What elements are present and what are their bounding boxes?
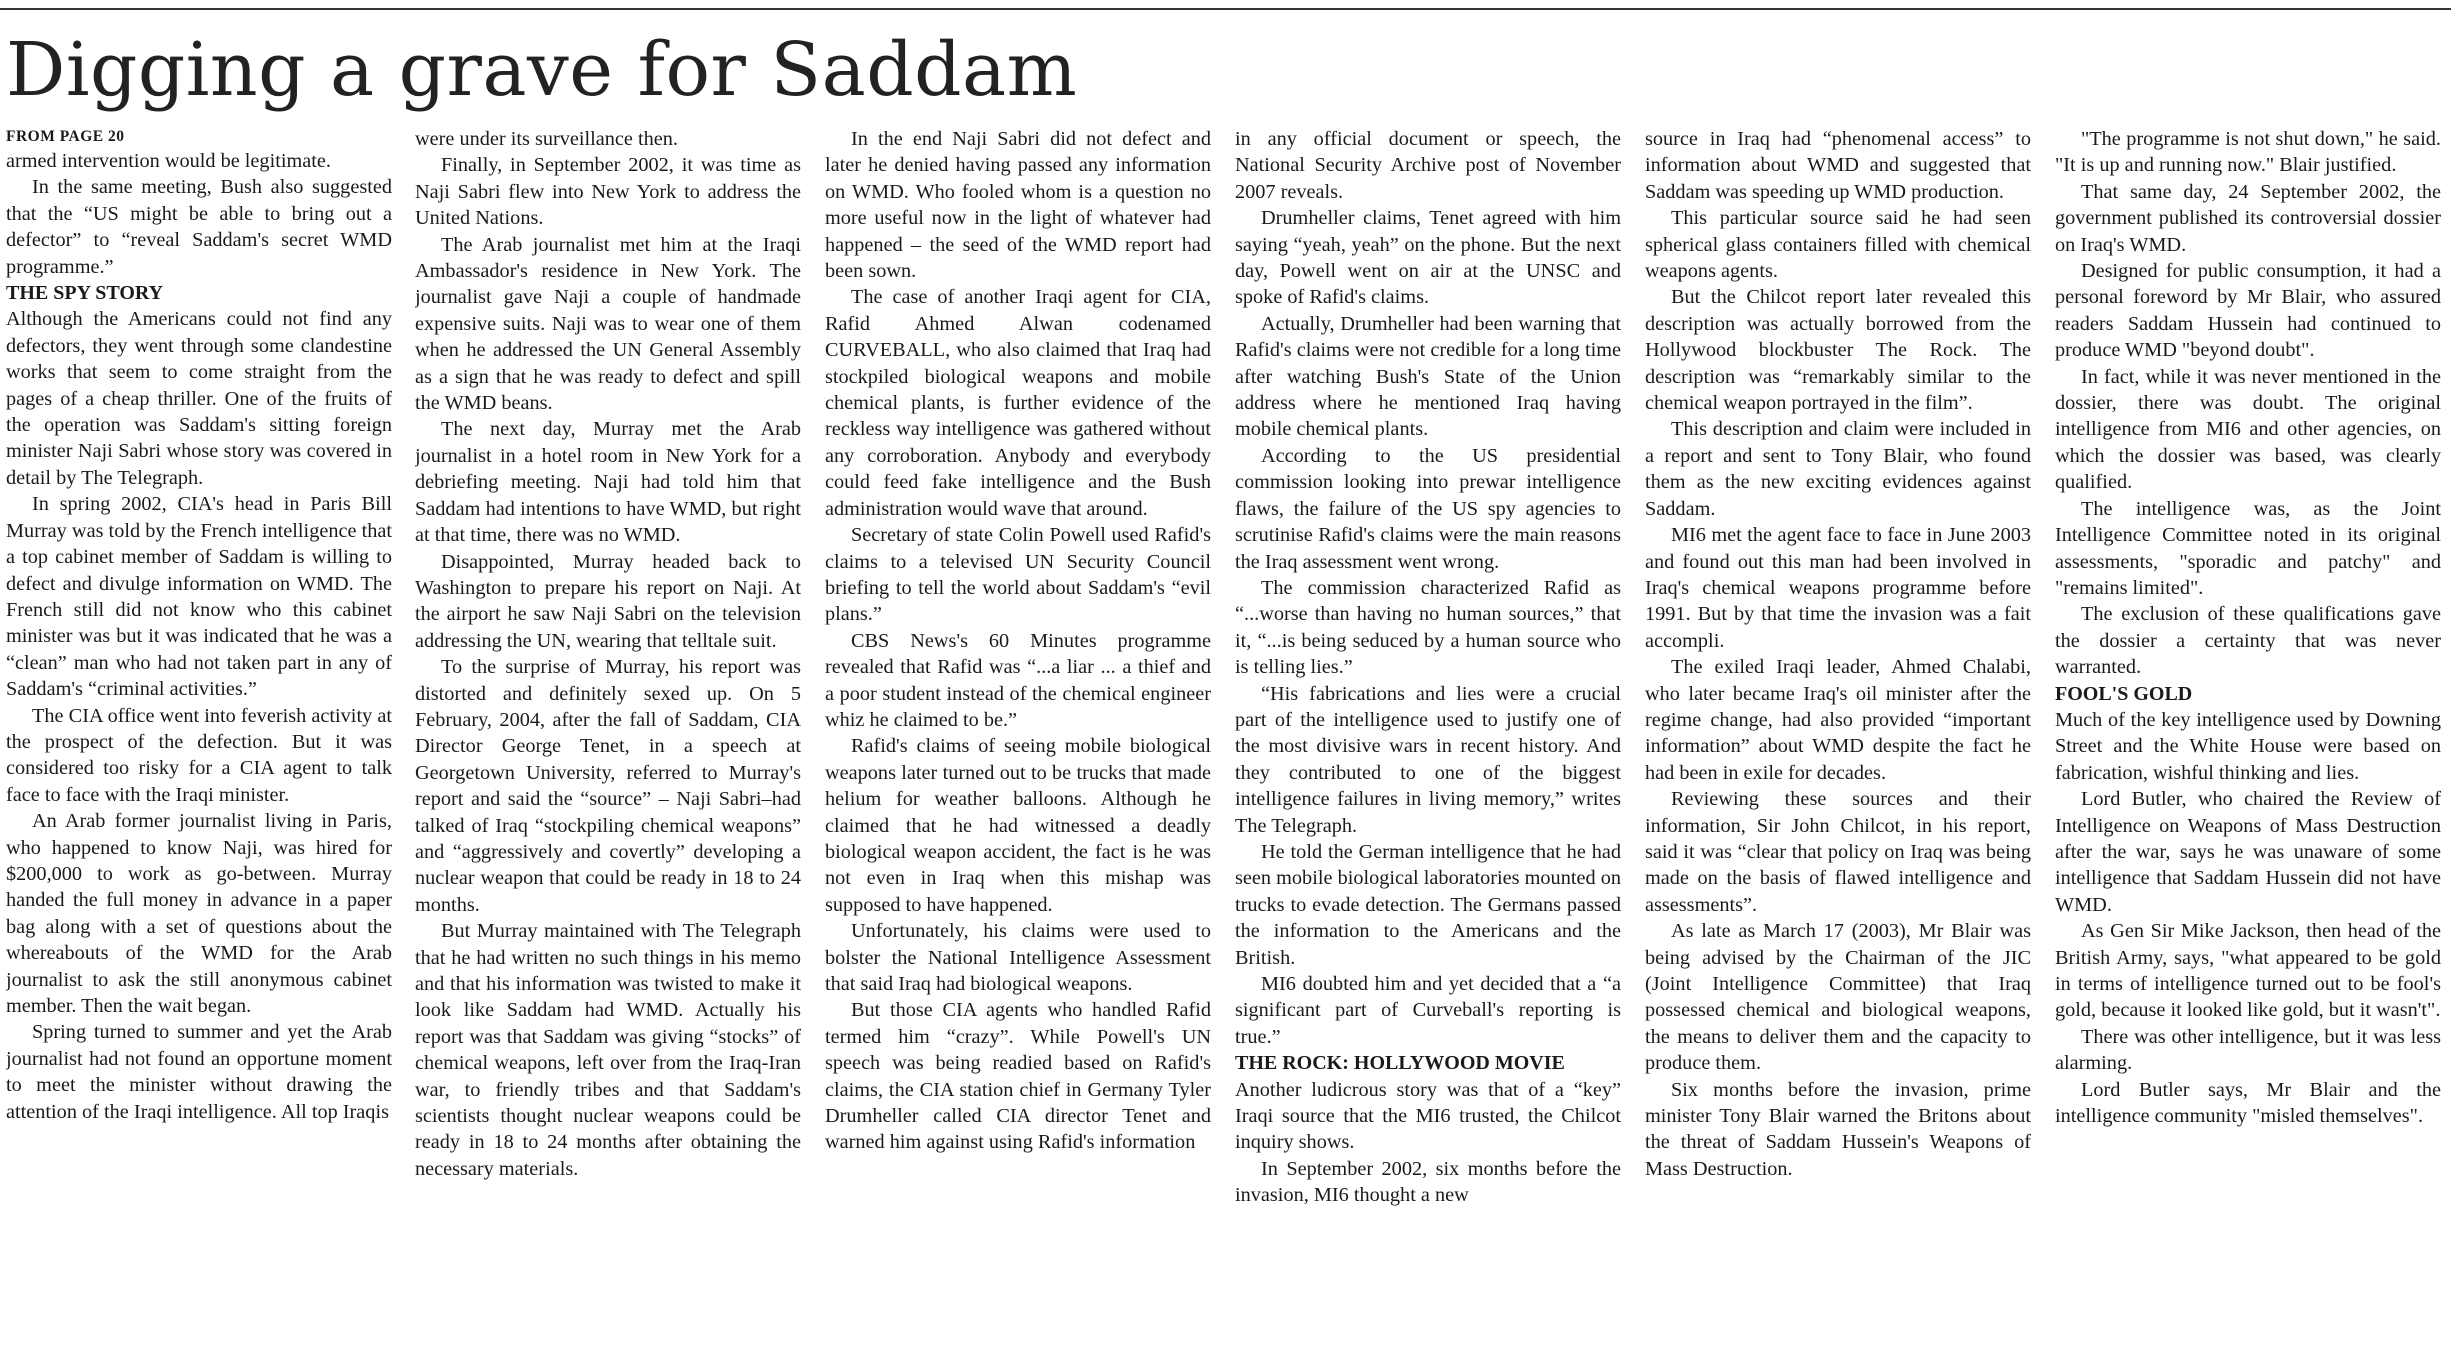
top-rule: [0, 8, 2451, 10]
article-column-6: [2055, 126, 2441, 1361]
paragraph: "The programme is not shut down," he said. "It is up and running now." Blair justified.: [2055, 128, 2441, 177]
paragraph: To the surprise of Murray, his report was distorted and definitely sexed up. On 5 February, 2004, after the fall of Saddam, CIA Director George Tenet, in a speech at Georgetown University, referred to Murray's report and said the “source” – Naji Sabri–had talked of Iraq “stockpiling chemical weapons” and “aggressively and covertly” developing a nuclear weapon that could be ready in 18 to 24 months.: [415, 656, 801, 916]
paragraph: The exiled Iraqi leader, Ahmed Chalabi, who later became Iraq's oil minister after the regime change, had also provided “important information” about WMD despite the fact he had been in exile for decades.: [1645, 656, 2031, 784]
paragraph: That same day, 24 September 2002, the government published its controversial dossier on Iraq's WMD.: [2055, 180, 2441, 256]
paragraph: MI6 doubted him and yet decided that a “a significant part of Curveball's reporting is true.”: [1235, 973, 1621, 1048]
paragraph: were under its surveillance then.: [415, 128, 678, 150]
paragraph: In fact, while it was never mentioned in the dossier, there was doubt. The original intelligence from MI6 and other agencies, on which the dossier was based, was clearly qualified.: [2055, 365, 2441, 494]
paragraph: In September 2002, six months before the invasion, MI6 thought a new: [1235, 1157, 1621, 1207]
paragraph: “His fabrications and lies were a crucial part of the intelligence used to justify one of the most divisive wars in recent history. And they contributed to one of the biggest intelligence failures in living memory,” writes The Telegraph.: [1235, 682, 1621, 837]
paragraph: The Arab journalist met him at the Iraqi Ambassador's residence in New York. The journalist gave Naji a couple of handmade expensive suits. Naji was to wear one of them when he addressed the UN General Assembly as a sign that he was ready to defect and spill the WMD beans.: [415, 233, 801, 415]
section-subhead: THE ROCK: HOLLYWOOD MOVIE: [1235, 1052, 1565, 1075]
paragraph: Rafid's claims of seeing mobile biological weapons later turned out to be trucks that made helium for weather balloons. Although he claimed that he had witnessed a deadly biological weapon accident, the fact is he was not even in Iraq when this mishap was supposed to have happened.: [825, 735, 1211, 916]
section-subhead: FOOL'S GOLD: [2055, 682, 2193, 705]
paragraph: armed intervention would be legitimate.: [6, 150, 331, 172]
paragraph: But Murray maintained with The Telegraph that he had written no such things in his memo and that his information was twisted to make it look like Saddam had WMD. Actually his report was that Saddam was giving “stocks” of chemical weapons, left over from the Iraq-Iran war, to friendly tribes and that Saddam's scientists thought nuclear weapons could be ready in 18 to 24 months after obtaining the necessary materials.: [415, 920, 801, 1180]
paragraph: The commission characterized Rafid as “...worse than having no human sources,” that it, “...is being seduced by a human source who is telling lies.”: [1235, 576, 1621, 679]
paragraph: Spring turned to summer and yet the Arab journalist had not found an opportune moment to meet the minister without drawing the attention of the Iraqi intelligence. All top Iraqis: [6, 1021, 392, 1123]
paragraph: An Arab former journalist living in Paris, who happened to know Naji, was hired for $200,000 to work as go-between. Murray handed the full money in advance in a paper bag along with a set of questions about the whereabouts of the WMD for the Arab journalist to ask the still anonymous cabinet member. Then the wait began.: [6, 810, 392, 1017]
paragraph: source in Iraq had “phenomenal access” to information about WMD and suggested that Saddam was speeding up WMD production.: [1645, 128, 2031, 203]
paragraph: CBS News's 60 Minutes programme revealed that Rafid was “...a liar ... a thief and a poor student instead of the chemical engineer whiz he claimed to be.”: [825, 629, 1211, 731]
paragraph: But the Chilcot report later revealed this description was actually borrowed from the Hollywood blockbuster The Rock. The description was “remarkably similar to the chemical weapon portrayed in the film”.: [1645, 286, 2031, 415]
paragraph: He told the German intelligence that he had seen mobile biological laboratories mounted on trucks to evade detection. The Germans passed the information to the Americans and the British.: [1235, 840, 1621, 969]
paragraph: Disappointed, Murray headed back to Washington to prepare his report on Naji. At the airport he saw Naji Sabri on the television addressing the UN, wearing that telltale suit.: [415, 550, 801, 652]
paragraph: Much of the key intelligence used by Downing Street and the White House were based on fabrication, wishful thinking and lies.: [2055, 708, 2441, 784]
article-body: [0, 126, 2451, 1361]
paragraph: Another ludicrous story was that of a “key” Iraqi source that the MI6 trusted, the Chilcot inquiry shows.: [1235, 1078, 1621, 1154]
article-column-1: [6, 126, 392, 1361]
paragraph: Lord Butler says, Mr Blair and the intelligence community "misled themselves".: [2055, 1078, 2441, 1128]
paragraph: In spring 2002, CIA's head in Paris Bill Murray was told by the French intelligence that a top cabinet member of Saddam is willing to defect and divulge information on WMD. The French still did not know who this cabinet minister was but it was indicated that he was a “clean” man who had not taken part in any of Saddam's “criminal activities.”: [6, 493, 392, 701]
paragraph: MI6 met the agent face to face in June 2003 and found out this man had been involved in Iraq's chemical weapons programme before 1991. But by that time the invasion was a fait accompli.: [1645, 524, 2031, 652]
paragraph: But those CIA agents who handled Rafid termed him “crazy”. While Powell's UN speech was being readied based on Rafid's claims, the CIA station chief in Germany Tyler Drumheller called CIA director Tenet and warned him against using Rafid's information: [825, 999, 1211, 1154]
paragraph: in any official document or speech, the National Security Archive post of November 2007 reveals.: [1235, 128, 1621, 203]
paragraph: Reviewing these sources and their information, Sir John Chilcot, in his report, said it was “clear that policy on Iraq was being made on the basis of flawed intelligence and assessments”.: [1645, 788, 2031, 916]
paragraph: The case of another Iraqi agent for CIA, Rafid Ahmed Alwan codenamed CURVEBALL, who also claimed that Iraq had stockpiled biological weapons and mobile chemical plants, is further evidence of the reckless way intelligence was gathered without any corroboration. Anybody and everybody could feed fake intelligence and the Bush administration would wave that around.: [825, 286, 1211, 520]
article-column-5: [1645, 126, 2031, 1361]
paragraph: This description and claim were included in a report and sent to Tony Blair, who found them as the new exciting evidences against Saddam.: [1645, 418, 2031, 520]
paragraph: Unfortunately, his claims were used to bolster the National Intelligence Assessment that said Iraq had biological weapons.: [825, 920, 1211, 995]
paragraph: Finally, in September 2002, it was time as Naji Sabri flew into New York to address the United Nations.: [415, 154, 801, 230]
paragraph: The next day, Murray met the Arab journalist in a hotel room in New York for a debriefing meeting. Naji had told him that Saddam had intentions to have WMD, but right at that time, there was no WMD.: [415, 418, 801, 547]
kicker: FROM PAGE 20: [6, 128, 125, 145]
paragraph: This particular source said he had seen spherical glass containers filled with chemical weapons agents.: [1645, 207, 2031, 283]
paragraph: Secretary of state Colin Powell used Rafid's claims to a televised UN Security Council briefing to tell the world about Saddam's “evil plans.”: [825, 524, 1211, 626]
paragraph: Lord Butler, who chaired the Review of Intelligence on Weapons of Mass Destruction after the war, says he was unaware of some intelligence that Saddam Hussein did not have WMD.: [2055, 788, 2441, 916]
paragraph: There was other intelligence, but it was less alarming.: [2055, 1025, 2441, 1075]
paragraph: Actually, Drumheller had been warning that Rafid's claims were not credible for a long time after watching Bush's State of the Union address where he mentioned Iraq having mobile chemical plants.: [1235, 312, 1621, 441]
section-subhead: THE SPY STORY: [6, 282, 164, 305]
paragraph: The intelligence was, as the Joint Intelligence Committee noted in its original assessments, "sporadic and patchy" and "remains limited".: [2055, 497, 2441, 599]
article-column-4: [1235, 126, 1621, 1361]
article-column-3: [825, 126, 1211, 1361]
article-column-2: [415, 126, 801, 1361]
paragraph: The CIA office went into feverish activity at the prospect of the defection. But it was considered too risky for a CIA agent to talk face to face with the Iraqi minister.: [6, 704, 392, 806]
paragraph: As Gen Sir Mike Jackson, then head of the British Army, says, "what appeared to be gold in terms of intelligence turned out to be fool's gold, because it looked like gold, but it wasn't".: [2055, 920, 2441, 1022]
paragraph: Although the Americans could not find any defectors, they went through some clandestine works that seem to come straight from the pages of a cheap thriller. One of the fruits of the operation was Saddam's sitting foreign minister Naji Sabri whose story was covered in detail by The Telegraph.: [6, 308, 392, 489]
paragraph: According to the US presidential commission looking into prewar intelligence flaws, the failure of the US spy agencies to scrutinise Rafid's claims were the main reasons the Iraq assessment went wrong.: [1235, 444, 1621, 573]
paragraph: As late as March 17 (2003), Mr Blair was being advised by the Chairman of the JIC (Joint Intelligence Committee) that Iraq possessed chemical and biological weapons, the means to deliver them and the capacity to produce them.: [1645, 920, 2031, 1075]
paragraph: Drumheller claims, Tenet agreed with him saying “yeah, yeah” on the phone. But the next day, Powell went on air at the UNSC and spoke of Rafid's claims.: [1235, 207, 1621, 309]
paragraph: Designed for public consumption, it had a personal foreword by Mr Blair, who assured readers Saddam Hussein had continued to produce WMD "beyond doubt".: [2055, 260, 2441, 362]
headline: Digging a grave for Saddam: [6, 27, 1078, 113]
paragraph: The exclusion of these qualifications gave the dossier a certainty that was never warranted.: [2055, 603, 2441, 679]
paragraph: In the same meeting, Bush also suggested that the “US might be able to bring out a defector” to “reveal Saddam's secret WMD programme.”: [6, 176, 392, 278]
paragraph: In the end Naji Sabri did not defect and later he denied having passed any information on WMD. Who fooled whom is a question no more useful now in the light of whatever had happened – the seed of the WMD report had been sown.: [825, 128, 1211, 283]
paragraph: Six months before the invasion, prime minister Tony Blair warned the Britons about the threat of Saddam Hussein's Weapons of Mass Destruction.: [1645, 1078, 2031, 1180]
